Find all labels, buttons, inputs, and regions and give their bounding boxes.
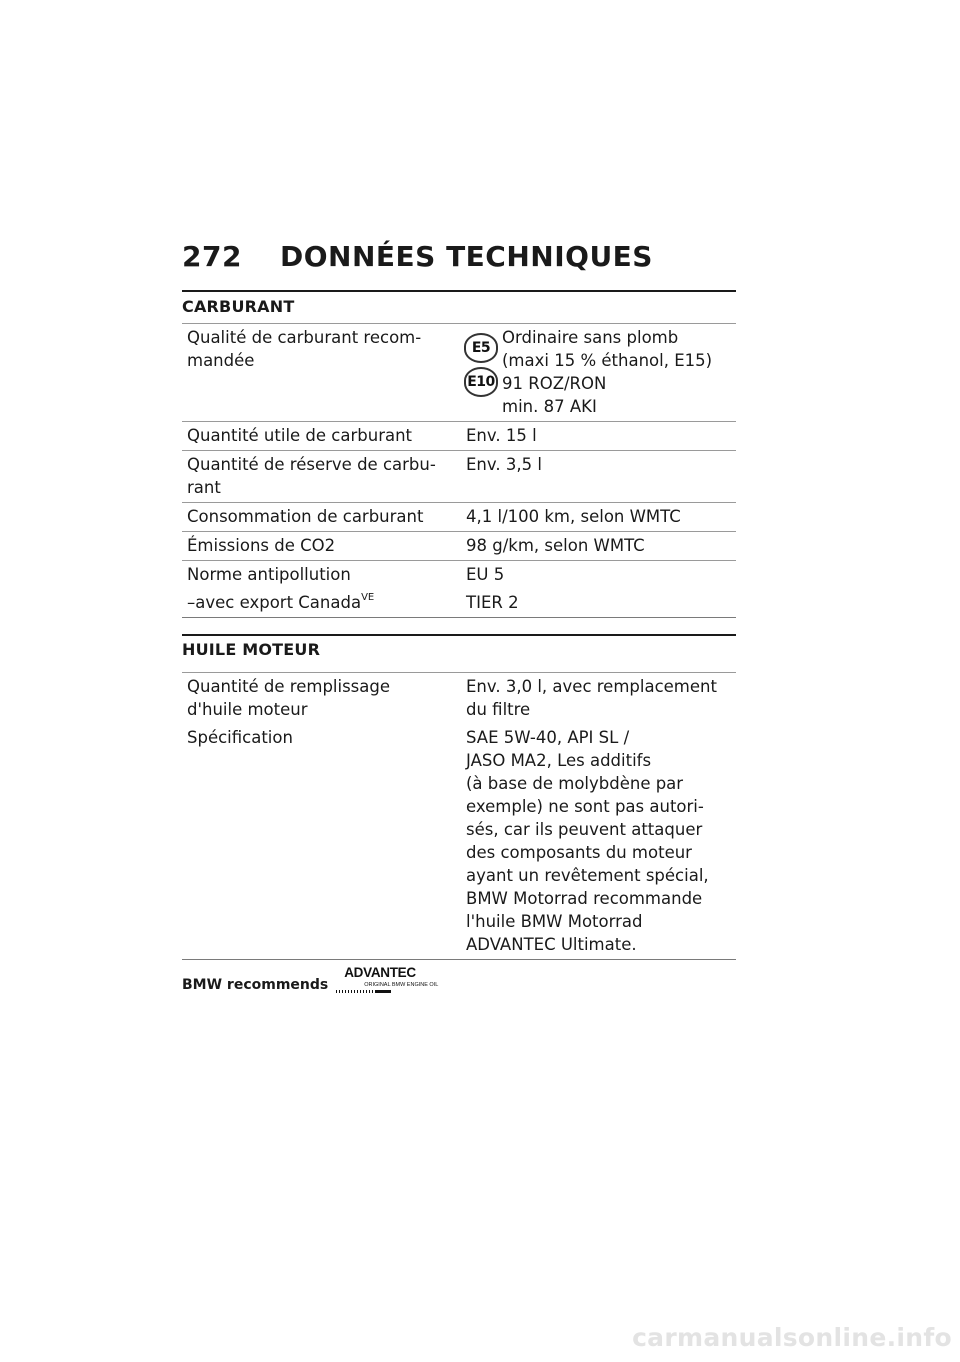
canada-export-row: [182, 589, 736, 618]
co2-emissions-row: [182, 532, 736, 561]
advantec-logo-word: ADVANTEC: [344, 965, 416, 980]
page-title: DONNÉES TECHNIQUES: [280, 240, 653, 273]
spec-label: Consommation de carburant: [187, 507, 424, 526]
fuel-quality-line: min. 87 AKI: [502, 397, 597, 416]
spec-value: EU 5: [466, 565, 505, 584]
e10-fuel-icon: E10: [464, 367, 498, 397]
page-header: [182, 240, 736, 290]
emission-standard-row: [182, 561, 736, 589]
advantec-logo-subtitle: ORIGINAL BMW ENGINE OIL: [364, 982, 439, 988]
spec-label: Norme antipollution: [187, 565, 351, 584]
spec-label: Quantité utile de carburant: [187, 426, 413, 445]
fuel-quality-line: 91 ROZ/RON: [502, 374, 607, 393]
spec-value: 4,1 l/100 km, selon WMTC: [466, 507, 681, 526]
oil-section: [182, 634, 736, 960]
spec-label: Spécification: [187, 728, 293, 747]
fuel-quality-row: [182, 324, 736, 422]
oil-section-title: HUILE MOTEUR: [182, 636, 736, 673]
spec-value: SAE 5W-40, API SL / JASO MA2, Les additifs (à base de molybdène par exemple) ne sont pas autori- sés, car ils peuvent attaquer des composants du moteur ayant un revêtement spécial, BMW Motorrad recommande l'huile BMW Motorrad ADVANTEC Ultimate.: [466, 728, 709, 954]
fuel-section-title: CARBURANT: [182, 292, 736, 324]
footer: [182, 965, 736, 993]
fuel-badges: [460, 326, 502, 418]
spec-value: Env. 3,0 l, avec remplacement du filtre: [466, 677, 717, 719]
spec-label: Quantité de remplissage d'huile moteur: [187, 677, 391, 719]
spec-label: Émissions de CO2: [187, 536, 336, 555]
advantec-logo: [336, 965, 439, 993]
site-watermark: carmanualsonline.info: [632, 1323, 952, 1352]
page-number: 272: [182, 240, 242, 273]
canada-export-sup: VE: [361, 591, 375, 603]
spec-value: 98 g/km, selon WMTC: [466, 536, 645, 555]
oil-specification-row: [182, 724, 736, 960]
canada-export-label: [182, 589, 460, 617]
spec-value: Env. 3,5 l: [466, 455, 542, 474]
fuel-quality-value: [460, 324, 736, 421]
manual-page: [182, 240, 736, 993]
bmw-recommends-text: BMW recommends: [182, 977, 329, 993]
fuel-quality-line: (maxi 15 % éthanol, E15): [502, 351, 713, 370]
advantec-logo-bar-solid: [376, 990, 391, 993]
spec-value: Env. 15 l: [466, 426, 537, 445]
fuel-quality-label: Qualité de carburant recom- mandée: [187, 328, 422, 370]
fuel-section: [182, 290, 736, 618]
fuel-consumption-row: [182, 503, 736, 532]
fuel-quality-text: [502, 326, 712, 418]
fuel-reserve-row: [182, 451, 736, 503]
oil-capacity-row: [182, 673, 736, 724]
e5-fuel-icon: E5: [464, 333, 498, 363]
canada-export-text: –avec export Canada: [187, 593, 362, 612]
fuel-quality-line: Ordinaire sans plomb: [502, 328, 679, 347]
fuel-usable-row: [182, 422, 736, 451]
canada-export-value: TIER 2: [466, 593, 519, 612]
spec-label: Quantité de réserve de carbu- rant: [187, 455, 436, 497]
